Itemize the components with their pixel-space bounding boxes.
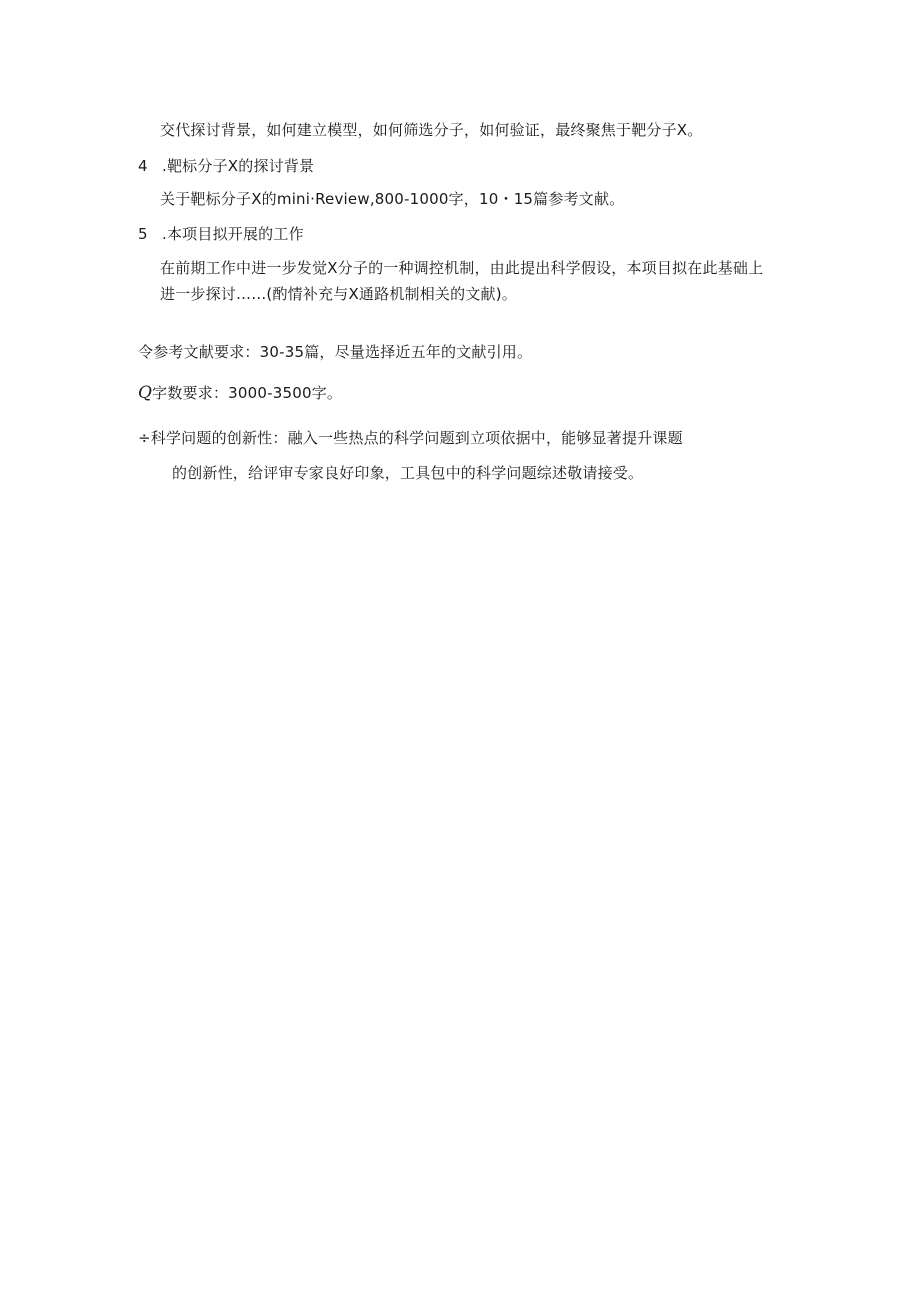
bullet-symbol: Q <box>138 383 153 403</box>
bullet-symbol: ÷ <box>138 429 151 447</box>
section-5-body-line-2: 进一步探讨……(酌情补充与X通路机制相关的文献)。 <box>160 285 517 303</box>
section-heading: .本项目拟开展的工作 <box>162 225 304 243</box>
requirement-references <box>138 342 532 362</box>
requirement-text: 字数要求：3000-3500字。 <box>152 384 343 402</box>
section-number: 5 <box>138 225 148 243</box>
section-heading: .靶标分子X的探讨背景 <box>162 157 315 175</box>
intro-paragraph: 交代探讨背景，如何建立模型，如何筛选分子，如何验证，最终聚焦于靶分子X。 <box>160 121 703 139</box>
section-5-heading-row <box>138 224 304 244</box>
bullet-symbol: 令 <box>138 343 154 361</box>
section-number: 4 <box>138 157 148 175</box>
requirement-word-count <box>138 383 342 403</box>
section-4-body: 关于靶标分子X的mini·Review,800-1000字，10・15篇参考文献。 <box>160 190 625 208</box>
requirement-innovation <box>138 428 683 448</box>
section-4-heading-row <box>138 156 314 176</box>
requirement-text: 科学问题的创新性：融入一些热点的科学问题到立项依据中，能够显著提升课题 <box>150 429 683 447</box>
section-5-body-line-1: 在前期工作中进一步发觉X分子的一种调控机制，由此提出科学假设，本项目拟在此基础上 <box>160 259 764 277</box>
requirement-innovation-continuation: 的创新性，给评审专家良好印象，工具包中的科学问题综述敬请接受。 <box>172 464 644 482</box>
requirement-text: 参考文献要求：30-35篇，尽量选择近五年的文献引用。 <box>153 343 533 361</box>
